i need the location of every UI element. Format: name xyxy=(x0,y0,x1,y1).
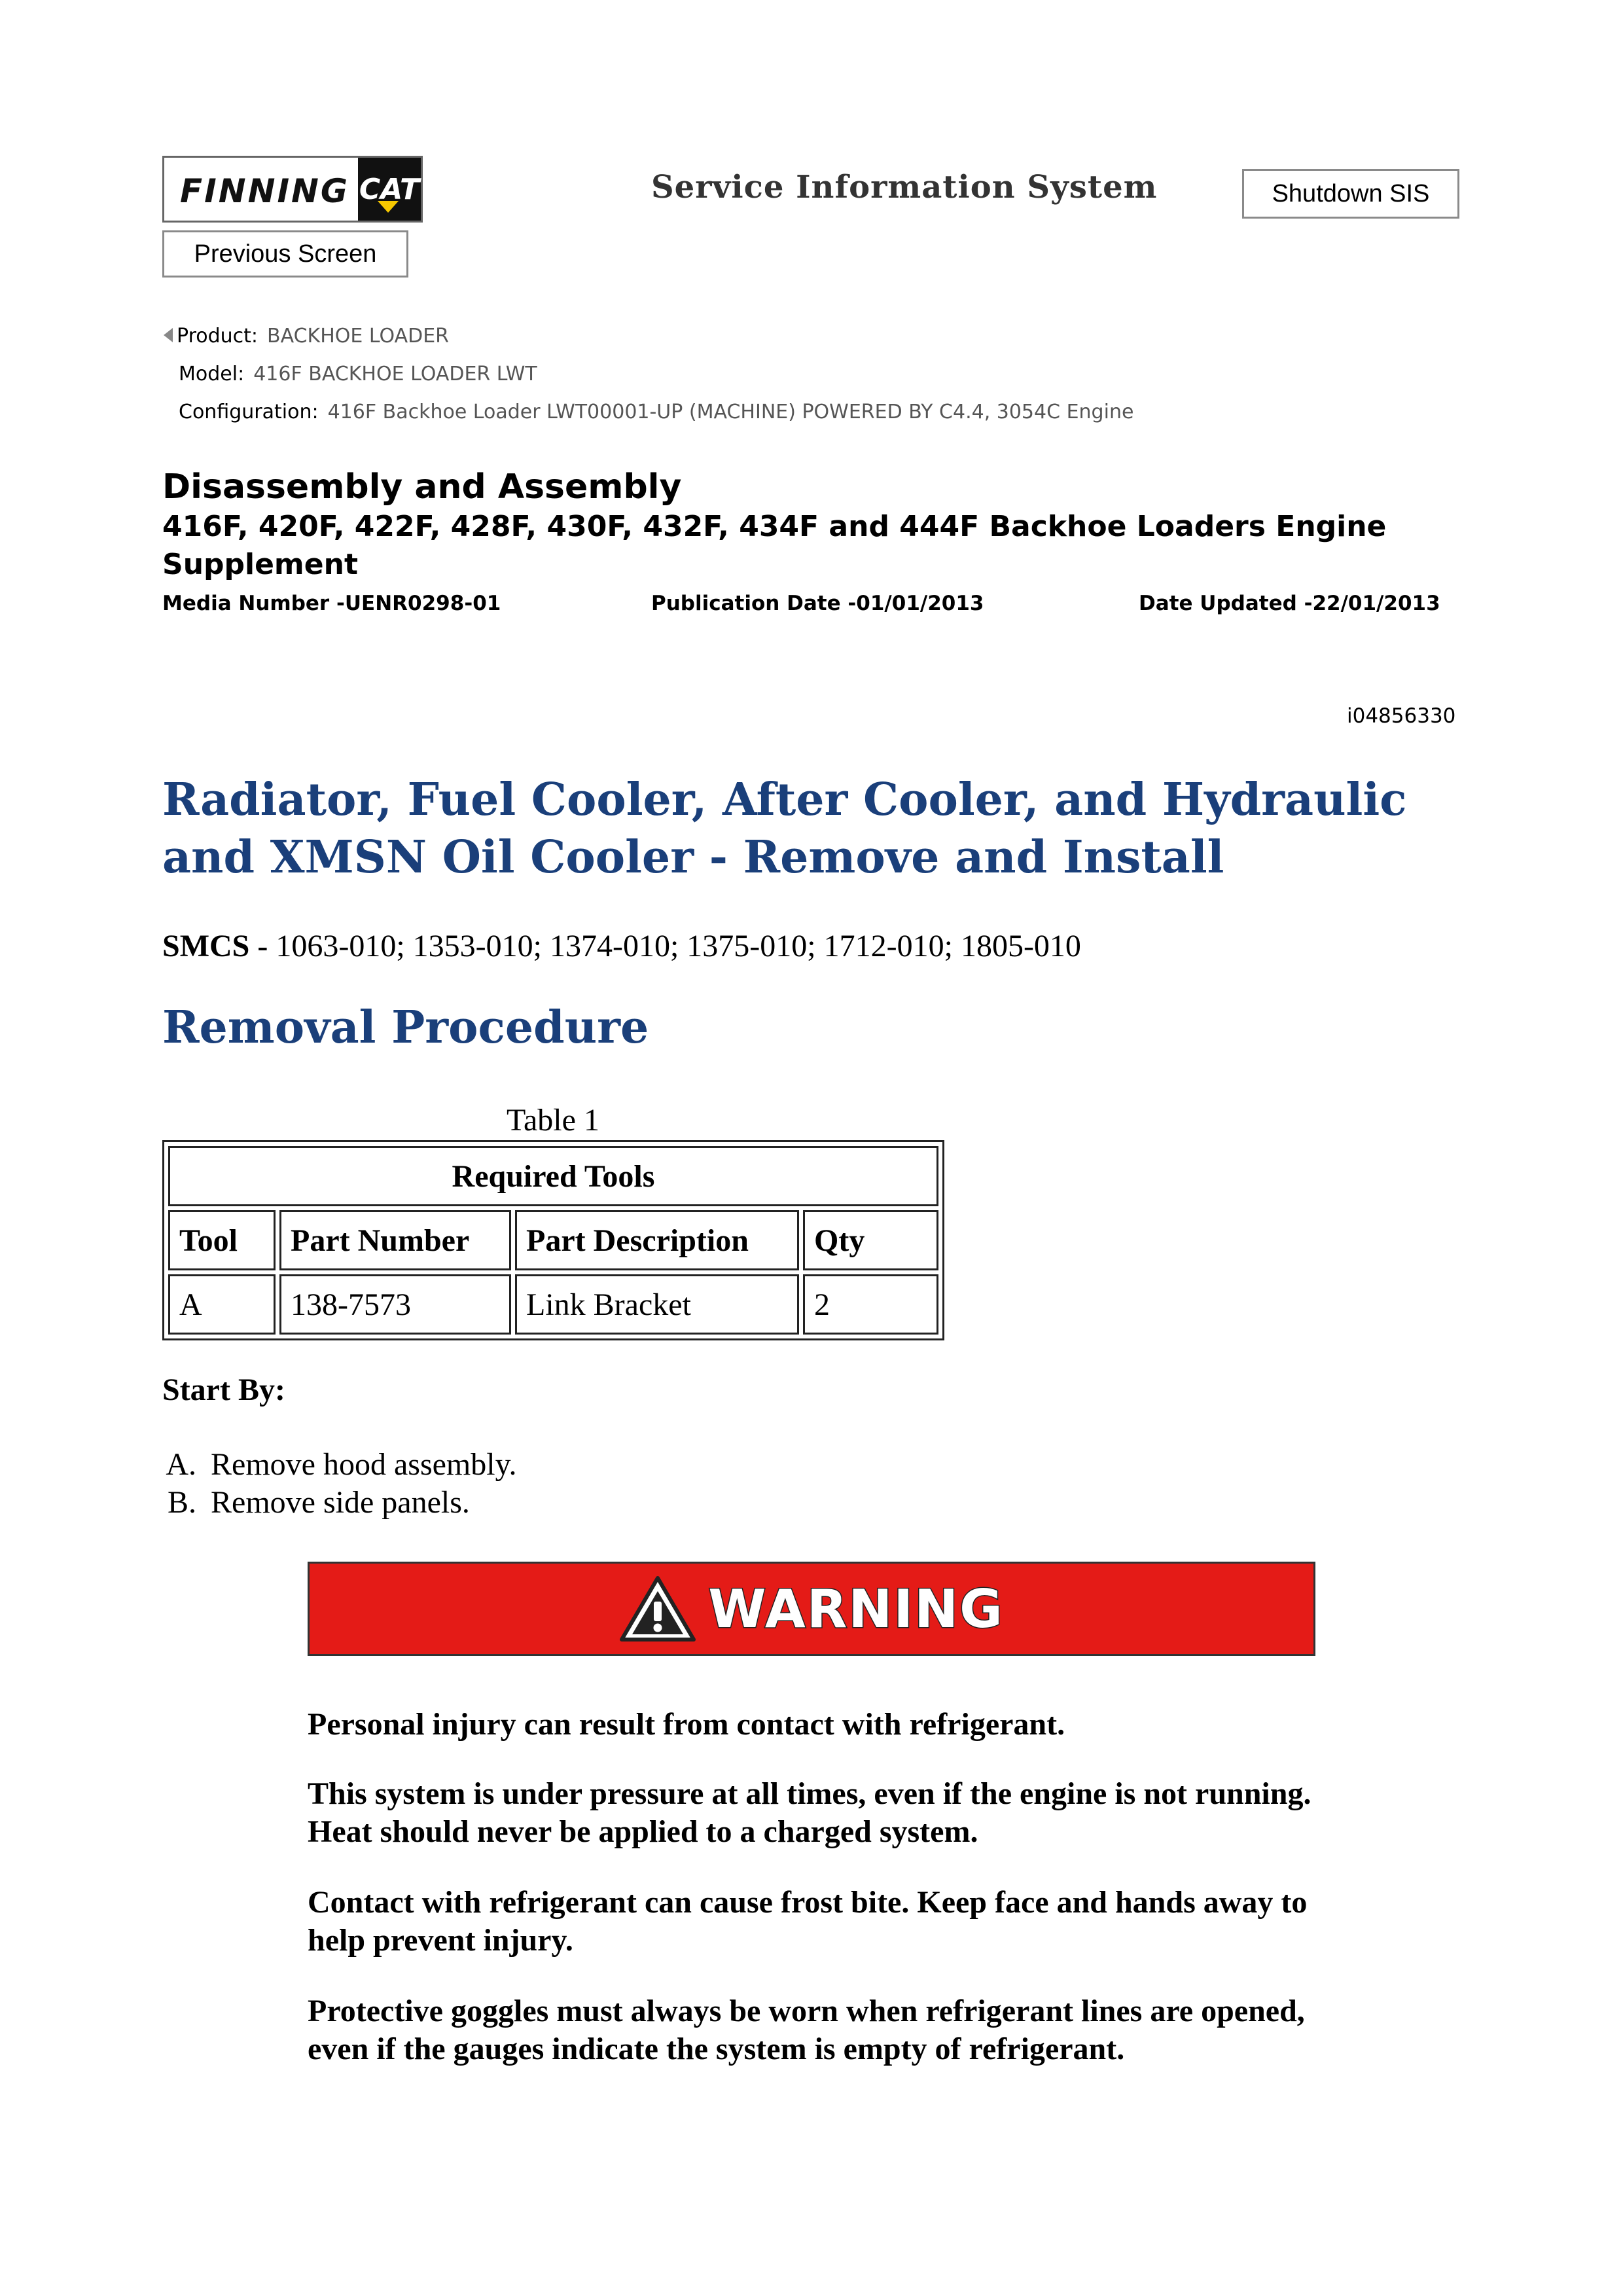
product-info-row xyxy=(164,325,449,348)
cell-tool: A xyxy=(168,1274,276,1335)
column-header-part-description: Part Description xyxy=(515,1210,799,1270)
cat-logo xyxy=(358,158,421,221)
sis-title: Service Information System xyxy=(651,169,1158,206)
warning-paragraph: Contact with refrigerant can cause frost bite. Keep face and hands away to help prevent injury. xyxy=(308,1885,1308,1958)
model-label: Model: xyxy=(179,363,245,386)
page-title: Radiator, Fuel Cooler, After Cooler, and Hydraulic and XMSN Oil Cooler - Remove and Install xyxy=(162,774,1407,884)
document-id: i04856330 xyxy=(1347,704,1456,728)
previous-screen-button[interactable]: Previous Screen xyxy=(162,230,408,278)
cat-triangle-icon xyxy=(378,201,399,213)
table-row xyxy=(168,1274,938,1335)
smcs-codes xyxy=(162,928,1081,964)
warning-banner xyxy=(308,1562,1315,1656)
column-header-tool: Tool xyxy=(168,1210,276,1270)
table-caption: Table 1 xyxy=(507,1103,599,1138)
cell-qty: 2 xyxy=(803,1274,938,1335)
cell-part-number: 138-7573 xyxy=(279,1274,511,1335)
list-item xyxy=(149,1446,516,1482)
model-value: 416F BACKHOE LOADER LWT xyxy=(253,363,537,386)
product-label: Product: xyxy=(177,325,259,348)
step-text: Remove hood assembly. xyxy=(211,1447,517,1482)
media-number: Media Number -UENR0298-01 xyxy=(162,592,501,615)
smcs-values: 1063-010; 1353-010; 1374-010; 1375-010; 1712-010; 1805-010 xyxy=(276,929,1081,963)
configuration-label: Configuration: xyxy=(179,401,319,423)
table-title: Required Tools xyxy=(168,1146,938,1206)
cell-part-description: Link Bracket xyxy=(515,1274,799,1335)
warning-label: WARNING xyxy=(708,1578,1004,1640)
table-title-row xyxy=(168,1146,938,1206)
smcs-label: SMCS - xyxy=(162,929,268,963)
document-subheading: 416F, 420F, 422F, 428F, 430F, 432F, 434F and 444F Backhoe Loaders Engine Supplement xyxy=(162,510,1387,581)
step-text: Remove side panels. xyxy=(211,1485,470,1520)
column-header-part-number: Part Number xyxy=(279,1210,511,1270)
model-info-row xyxy=(179,363,537,386)
section-title-removal: Removal Procedure xyxy=(162,1001,649,1054)
list-item xyxy=(149,1484,470,1520)
date-updated: Date Updated -22/01/2013 xyxy=(1139,592,1440,615)
step-letter: B. xyxy=(167,1485,196,1520)
column-header-qty: Qty xyxy=(803,1210,938,1270)
configuration-info-row xyxy=(179,401,1133,423)
back-arrow-icon[interactable] xyxy=(164,328,173,342)
cat-logo-text: CAT xyxy=(359,172,420,206)
document-heading: Disassembly and Assembly xyxy=(162,467,682,507)
product-value: BACKHOE LOADER xyxy=(267,325,450,348)
shutdown-sis-button[interactable]: Shutdown SIS xyxy=(1242,169,1459,219)
start-by-label: Start By: xyxy=(162,1372,285,1407)
warning-paragraph: Personal injury can result from contact with refrigerant. xyxy=(308,1707,1065,1742)
warning-paragraph: Protective goggles must always be worn when refrigerant lines are opened, even if the gauges indicate the system is empty of refrigerant. xyxy=(308,1994,1305,2066)
warning-paragraph: This system is under pressure at all times, even if the engine is not running. Heat should never be applied to a charged system. xyxy=(308,1776,1311,1849)
required-tools-table xyxy=(162,1140,944,1340)
finning-cat-logo xyxy=(162,156,423,223)
step-letter: A. xyxy=(166,1447,196,1482)
publication-date: Publication Date -01/01/2013 xyxy=(651,592,984,615)
configuration-value: 416F Backhoe Loader LWT00001-UP (MACHINE) POWERED BY C4.4, 3054C Engine xyxy=(327,401,1134,423)
table-header-row xyxy=(168,1210,938,1270)
finning-logo-text: FINNING xyxy=(180,172,349,210)
warning-triangle-icon xyxy=(619,1575,696,1642)
